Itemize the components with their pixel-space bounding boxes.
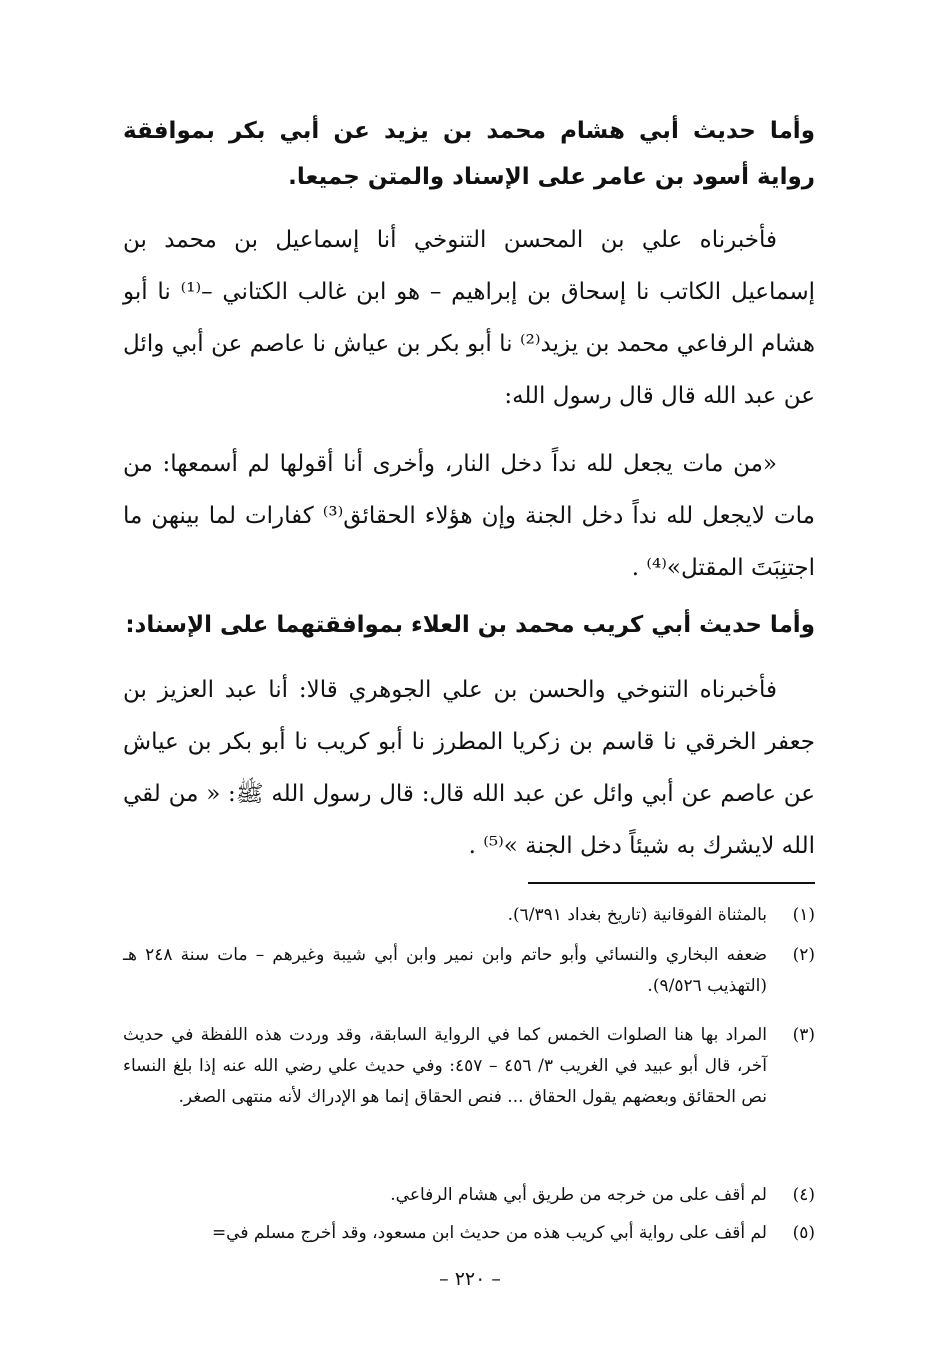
hadith-text-1: «من مات يجعل لله نداً دخل النار، وأخرى أنا أقولها لم أسمعها: من مات لايجعل لله نداً دخل الجنة وإن هؤلاء الحقائق⁽³⁾ كفارات لما بينهن ما اجتنِبَتَ المقتل»⁽⁴⁾ . xyxy=(123,451,816,581)
footnote-number: (٣) xyxy=(792,1025,815,1045)
isnad-paragraph-1: فأخبرناه علي بن المحسن التنوخي أنا إسماعيل بن محمد بن إسماعيل الكاتب نا إسحاق بن إبراهيم – هو ابن غالب الكتاني –⁽¹⁾ نا أبو هشام الرفاعي محمد بن يزيد⁽²⁾ نا أبو بكر بن عياش نا عاصم عن أبي وائل عن عبد الله قال قال رسول الله: xyxy=(123,227,815,409)
footnote-5 xyxy=(123,1218,815,1249)
section-heading-1: وأما حديث أبي هشام محمد بن يزيد عن أبي بكر بموافقة رواية أسود بن عامر على الإسناد والمتن جميعا. xyxy=(123,118,815,190)
footnote-text: لم أقف على رواية أبي كريب هذه من حديث ابن مسعود، وقد أخرج مسلم في= xyxy=(211,1223,767,1243)
footnote-number: (٤) xyxy=(792,1185,815,1205)
footnote-number: (٥) xyxy=(792,1223,815,1243)
page-number: – ٢٢٠ – xyxy=(439,1268,501,1290)
footnote-text: المراد بها هنا الصلوات الخمس كما في الرواية السابقة، وقد وردت هذه اللفظة في حديث آخر، قال أبو عبيد في الغريب ٣/ ٤٥٦ – ٤٥٧: وفي حديث علي رضي الله عنه إذا بلغ النساء نص الحقائق وبعضهم يقول الحقاق ... فنص الحقاق إنما هو الإدراك لأنه منتهى الصغر. xyxy=(123,1025,768,1107)
footnote-number: (١) xyxy=(792,905,815,925)
footnote-1 xyxy=(123,900,815,931)
footnote-text: لم أقف على من خرجه من طريق أبي هشام الرفاعي. xyxy=(390,1185,767,1205)
footnote-number: (٢) xyxy=(792,945,815,965)
footnote-4 xyxy=(123,1180,815,1211)
footnote-separator xyxy=(528,882,815,884)
section-heading-2: وأما حديث أبي كريب محمد بن العلاء بموافقتهما على الإسناد: xyxy=(125,612,815,638)
isnad-paragraph-2: فأخبرناه التنوخي والحسن بن علي الجوهري قالا: أنا عبد العزيز بن جعفر الخرقي نا قاسم بن زكريا المطرز نا أبو كريب نا أبو بكر بن عياش عن عاصم عن أبي وائل عن عبد الله قال: قال رسول الله ﷺ: « من لقي الله لايشرك به شيئاً دخل الجنة »⁽⁵⁾ . xyxy=(123,677,815,859)
footnote-2 xyxy=(123,940,815,1002)
footnote-3 xyxy=(123,1020,815,1113)
footnote-text: بالمثناة الفوقانية (تاريخ بغداد ٦/٣٩١). xyxy=(507,905,767,925)
footnote-text: ضعفه البخاري والنسائي وأبو حاتم وابن نمير وابن أبي شيبة وغيرهم – مات سنة ٢٤٨ هـ (التهذيب ٩/٥٢٦). xyxy=(123,945,768,996)
